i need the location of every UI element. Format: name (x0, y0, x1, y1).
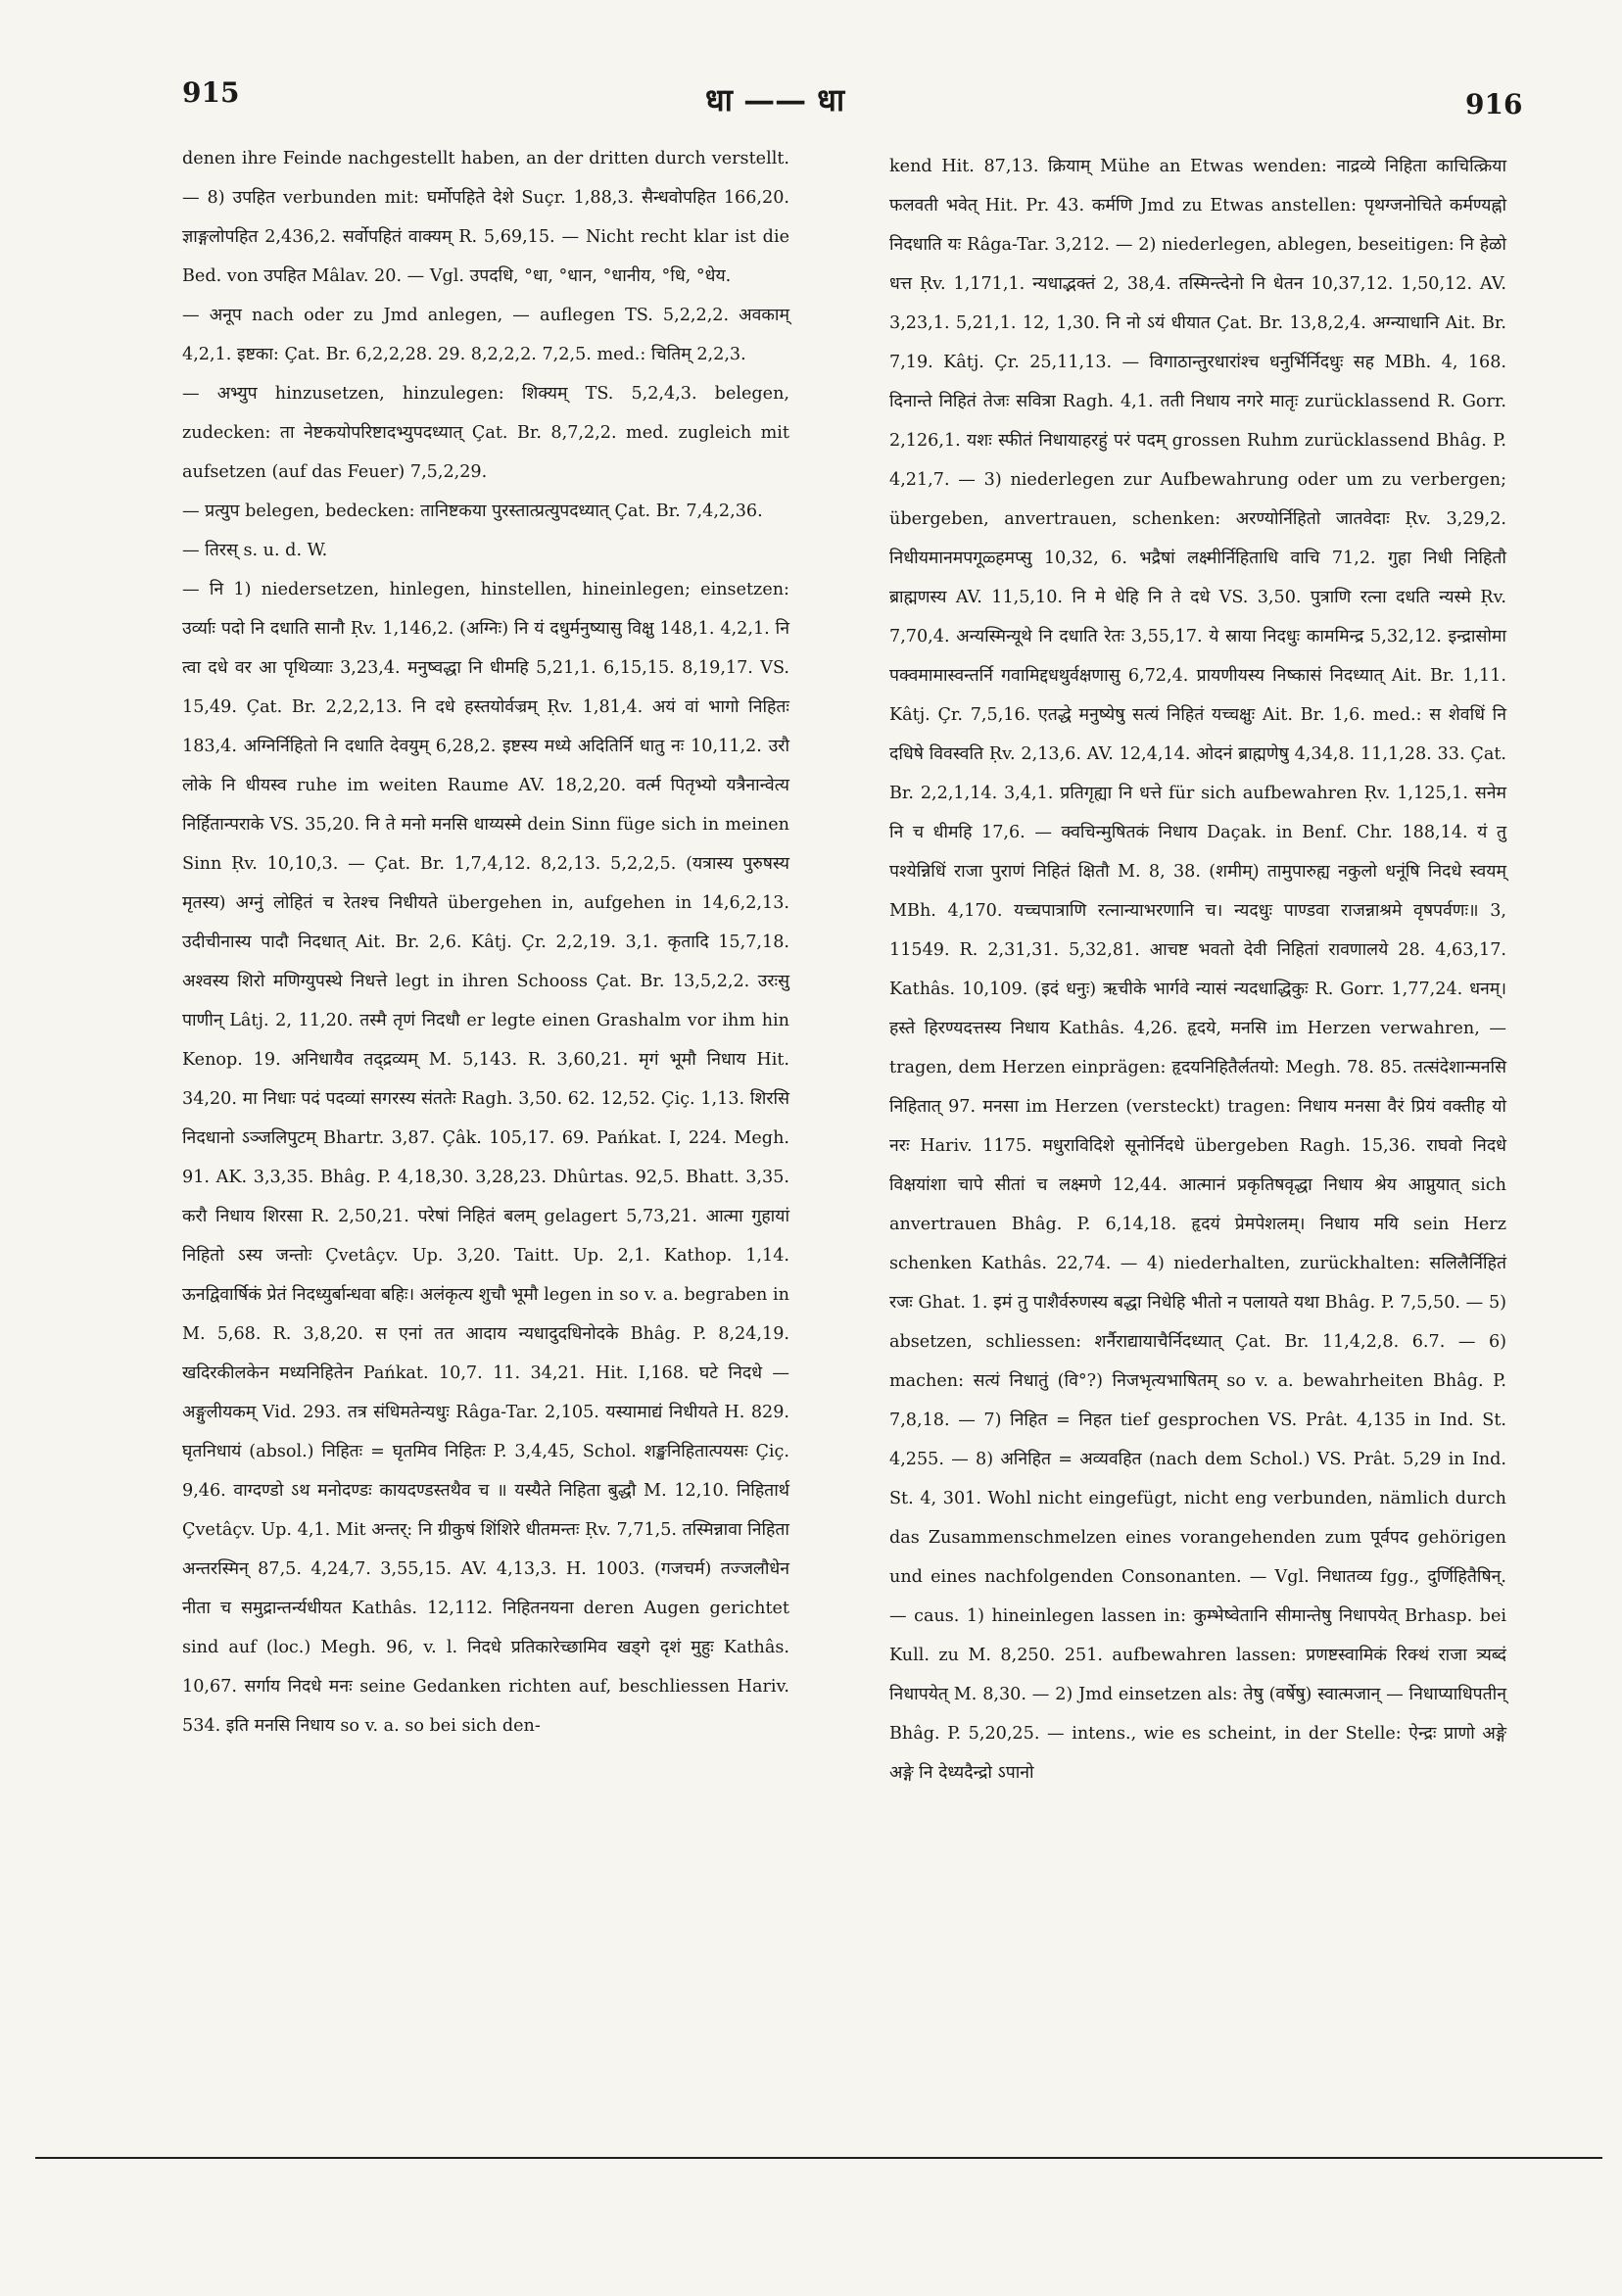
page-number-right: 916 (1465, 88, 1523, 120)
bottom-rule (35, 2157, 1602, 2159)
entry-paragraph: — तिरस् s. u. d. W. (182, 541, 328, 560)
entry-paragraph: — अनूप nach oder zu Jmd anlegen, — auflegen TS. 5,2,2,2. अवकाम् 4,2,1. इष्टका: Çat. Br. 6,2,2,28. 29. 8,2,2,2. 7,2,5. med.: चितिम् 2,2,3. (182, 306, 789, 364)
entry-paragraph: — नि 1) niedersetzen, hinlegen, hinstellen, hineinlegen; einsetzen: उर्व्याः पदो नि दधाति सानौ Ṛv. 1,146,2. (अग्निः) नि यं दधुर्मनुष्यासु विक्षु 148,1. 4,2,1. नि त्वा दधे वर आ पृथिव्याः 3,23,4. मनुष्वद्धा नि धीमहि 5,21,1. 6,15,15. 8,19,17. VS. 15,49. Çat. Br. 2,2,2,13. नि दधे हस्तयोर्वज्रम् Ṛv. 1,81,4. अयं वां भागो निहितः 183,4. अग्निर्निहितो नि दधाति देवयुम् 6,28,2. इष्टस्य मध्ये अदितिर्नि धातु नः 10,11,2. उरौ लोके नि धीयस्व ruhe im weiten Raume AV. 18,2,20. वर्त्म पितृभ्यो यत्रैनान्वेत्य निर्हितान्पराके VS. 35,20. नि ते मनो मनसि धाय्यस्मे dein Sinn füge sich in meinen Sinn Ṛv. 10,10,3. — Çat. Br. 1,7,4,12. 8,2,13. 5,2,2,5. (यत्रास्य पुरुषस्य मृतस्य) अग्नुं लोहितं च रेतश्च निधीयते übergehen in, aufgehen in 14,6,2,13. उदीचीनास्य पादौ निदधात् Ait. Br. 2,6. Kâtj. Çr. 2,2,19. 3,1. कृतादि 15,7,18. अश्वस्य शिरो मणिग्युपस्थे निधत्ते legt in ihren Schooss Çat. Br. 13,5,2,2. उरःसु पाणीन् Lâtj. 2, 11,20. तस्मै तृणं निदधौ er legte einen Grashalm vor ihm hin Kenop. 19. अनिधायैव तद्द्रव्यम् M. 5,143. R. 3,60,21. मृगं भूमौ निधाय Hit. 34,20. मा निधाः पदं पदव्यां सगरस्य संततेः Ragh. 3,50. 62. 12,52. Çiç. 1,13. शिरसि निदधानो ऽञ्जलिपुटम् Bhartr. 3,87. Çâk. 105,17. 69. Pańkat. I, 224. Megh. 91. AK. 3,3,35. Bhâg. P. 4,18,30. 3,28,23. Dhûrtas. 92,5. Bhatt. 3,35. करौ निधाय शिरसा R. 2,50,21. परेषां निहितं बलम् gelagert 5,73,21. आत्मा गुहायां निहितो ऽस्य जन्तोः Çvetâçv. Up. 3,20. Taitt. Up. 2,1. Kathop. 1,14. ऊनद्विवार्षिकं प्रेतं निदध्युर्बान्धवा बहिः। अलंकृत्य शुचौ भूमौ legen in so v. a. begraben in M. 5,68. R. 3,8,20. स एनां तत आदाय न्यधादुदधिनोदके Bhâg. P. 8,24,19. खदिरकीलकेन मध्यनिहितेन Pańkat. 10,7. 11. 34,21. Hit. I,168. घटे निदधे — अङ्गुलीयकम् Vid. 293. तत्र संधिमतेन्यधुः Râga-Tar. 2,105. यस्यामाद्यं निधीयते H. 829. घृतनिधायं (absol.) निहितः = घृतमिव निहितः P. 3,4,45, Schol. शङ्खनिहितात्पयसः Çiç. 9,46. वाग्दण्डो ऽथ मनोदण्डः कायदण्डस्तथैव च ॥ यस्यैते निहिता बुद्धौ M. 12,10. निहितार्थ Çvetâçv. Up. 4,1. Mit अन्तर्: नि ग्रीकुषं शिंशिरे धीतमन्तः Ṛv. 7,71,5. तस्मिन्नावा निहिता अन्तरस्मिन् 87,5. 4,24,7. 3,55,15. AV. 4,13,3. H. 1003. (गजचर्म) तज्जलौधेन नीता च समुद्रान्तर्न्यधीयत Kathâs. 12,112. निहितनयना deren Augen gerichtet sind auf (loc.) Megh. 96, v. l. निदधे प्रतिकारेच्छामिव खड्गे दृशं मुहुः Kathâs. 10,67. सर्गाय निदधे मनः seine Gedanken richten auf, beschliessen Hariv. 534. इति मनसि निधाय so v. a. so bei sich den- (182, 580, 789, 1736)
entry-paragraph: — अभ्युप hinzusetzen, hinzulegen: शिक्यम् TS. 5,2,4,3. belegen, zudecken: ता नेष्टकयोपरिष्टादभ्युपदध्यात् Çat. Br. 8,7,2,2. med. zugleich mit aufsetzen (auf das Feuer) 7,5,2,29. (182, 384, 789, 482)
entry-paragraph: denen ihre Feinde nachgestellt haben, an der dritten durch verstellt. — 8) उपहित verbunden mit: घर्मोपहिते देशे Suçr. 1,88,3. सैन्धवोपहित 166,20. ज्ञाङ्गलोपहित 2,436,2. सर्वोपहितं वाक्यम् R. 5,69,15. — Nicht recht klar ist die Bed. von उपहित Mâlav. 20. — Vgl. उपदधि, °धा, °धान, °धानीय, °धि, °धेय. (182, 149, 789, 286)
right-column (889, 147, 1506, 1793)
page-number-left: 915 (182, 76, 240, 109)
headword-range: धा —— धा (705, 81, 845, 119)
left-column (182, 139, 789, 1746)
entry-paragraph: — प्रत्युप belegen, bedecken: तानिष्टकया पुरस्तात्प्रत्युपदध्यात् Çat. Br. 7,4,2,36. (182, 502, 763, 521)
entry-paragraph: kend Hit. 87,13. क्रियाम् Mühe an Etwas wenden: नाद्रव्ये निहिता काचित्क्रिया फलवती भवेत् Hit. Pr. 43. कर्मणि Jmd zu Etwas anstellen: पृथग्जनोचिते कर्मण्यह्नो निदधाति यः Râga-Tar. 3,212. — 2) niederlegen, ablegen, beseitigen: नि हेळो धत्त Ṛv. 1,171,1. न्यधाद्भक्तं 2, 38,4. तस्मिन्त्देनो नि धेतन 10,37,12. 1,50,12. AV. 3,23,1. 5,21,1. 12, 1,30. नि नो ऽयं धीयात Çat. Br. 13,8,2,4. अग्न्याधानि Ait. Br. 7,19. Kâtj. Çr. 25,11,13. — विगाठान्तुरधारांश्च धनुर्भिर्निदधुः सह MBh. 4, 168. दिनान्ते निहितं तेजः सवित्रा Ragh. 4,1. तती निधाय नगरे मातृः zurücklassend R. Gorr. 2,126,1. यशः स्फीतं निधायाहरहुं परं पदम् grossen Ruhm zurücklassend Bhâg. P. 4,21,7. — 3) niederlegen zur Aufbewahrung oder um zu verbergen; übergeben, anvertrauen, schenken: अरण्योर्निहितो जातवेदाः Ṛv. 3,29,2. निधीयमानमपगूळ्हमप्सु 10,32, 6. भद्रैषां लक्ष्मीर्निहिताधि वाचि 71,2. गुहा निधी निहितौ ब्राह्मणस्य AV. 11,5,10. नि मे धेहि नि ते दधे VS. 3,50. पुत्राणि रत्ना दधति न्यस्मे Ṛv. 7,70,4. अन्यस्मिन्यूथे नि दधाति रेतः 3,55,17. ये स्राया निदधुः काममिन्द्र 5,32,12. इन्द्रासोमा पक्वमामास्वन्तर्नि गवामिद्दधथुर्वक्षणासु 6,72,4. प्रायणीयस्य निष्कासं निदध्यात् Ait. Br. 1,11. Kâtj. Çr. 7,5,16. एतद्धे मनुष्येषु सत्यं निहितं यच्चक्षुः Ait. Br. 1,6. med.: स शेवधिं नि दधिषे विवस्वति Ṛv. 2,13,6. AV. 12,4,14. ओदनं ब्राह्मणेषु 4,34,8. 11,1,28. 33. Çat. Br. 2,2,1,14. 3,4,1. प्रतिगृह्या नि धत्ते für sich aufbewahren Ṛv. 1,125,1. सनेम नि च धीमहि 17,6. — क्वचिन्मुषितकं निधाय Daçak. in Benf. Chr. 188,14. यं तु पश्येन्निधिं राजा पुराणं निहितं क्षितौ M. 8, 38. (शमीम्) तामुपारुह्य नकुलो धनूंषि निदधे स्वयम् MBh. 4,170. यच्चपात्राणि रत्नान्याभरणानि च। न्यदधुः पाण्डवा राजन्नाश्रमे वृषपर्वणः॥ 3, 11549. R. 2,31,31. 5,32,81. आचष्ट भवतो देवी निहितां रावणालये 28. 4,63,17. Kathâs. 10,109. (इदं धनुः) ऋचीके भार्गवे न्यासं न्यदधाद्धिकुः R. Gorr. 1,77,24. धनम्। हस्ते हिरण्यदत्तस्य निधाय Kathâs. 4,26. हृदये, मनसि im Herzen verwahren, — tragen, dem Herzen einprägen: हृदयनिहितैर्लतयो: Megh. 78. 85. तत्संदेशान्मनसि निहितात् 97. मनसा im Herzen (versteckt) tragen: निधाय मनसा वैरं प्रियं वक्तीह यो नरः Hariv. 1175. मधुराविदिशे सूनोर्निदधे übergeben Ragh. 15,36. राघवो निदधे विक्षयांशा चापे सीतां च लक्ष्मणे 12,44. आत्मानं प्रकृतिषवृद्धा निधाय श्रेय आप्नुयात् sich anvertrauen Bhâg. P. 6,14,18. हृदयं प्रेमपेशलम्। निधाय मयि sein Herz schenken Kathâs. 22,74. — 4) niederhalten, zurückhalten: सलिलैर्निहितं रजः Ghat. 1. इमं तु पाशैर्वरुणस्य बद्धा निधेहि भीतो न पलायते यथा Bhâg. P. 7,5,50. — 5) absetzen, schliessen: शर्नैराद्यायाचैर्निदध्यात् Çat. Br. 11,4,2,8. 6.7. — 6) machen: सत्यं निधातुं (वि°?) निजभृत्यभाषितम् so v. a. bewahrheiten Bhâg. P. 7,8,18. — 7) निहित = निहत tief gesprochen VS. Prât. 4,135 in Ind. St. 4,255. — 8) अनिहित = अव्यवहित (nach dem Schol.) VS. Prât. 5,29 in Ind. St. 4, 301. Wohl nicht eingefügt, nicht eng verbunden, nämlich durch das Zusammenschmelzen eines vorangehenden zum पूर्वपद gehörigen und eines nachfolgenden Consonanten. — Vgl. निधातव्य fgg., दुर्णिहितैषिन्. — caus. 1) hineinlegen lassen in: कुम्भेष्वेतानि सीमान्तेषु निधापयेत् Brhasp. bei Kull. zu M. 8,250. 251. aufbewahren lassen: प्रणष्टस्वामिकं रिक्थं राजा त्र्यब्दं निधापयेत् M. 8,30. — 2) Jmd einsetzen als: तेषु (वर्षेषु) स्वात्मजान् — निधाप्याधिपतीन् Bhâg. P. 5,20,25. — intens., wie es scheint, in der Stelle: ऐन्द्रः प्राणो अङ्गे अङ्गे नि देध्यदैन्द्रो ऽपानो (889, 157, 1506, 1783)
